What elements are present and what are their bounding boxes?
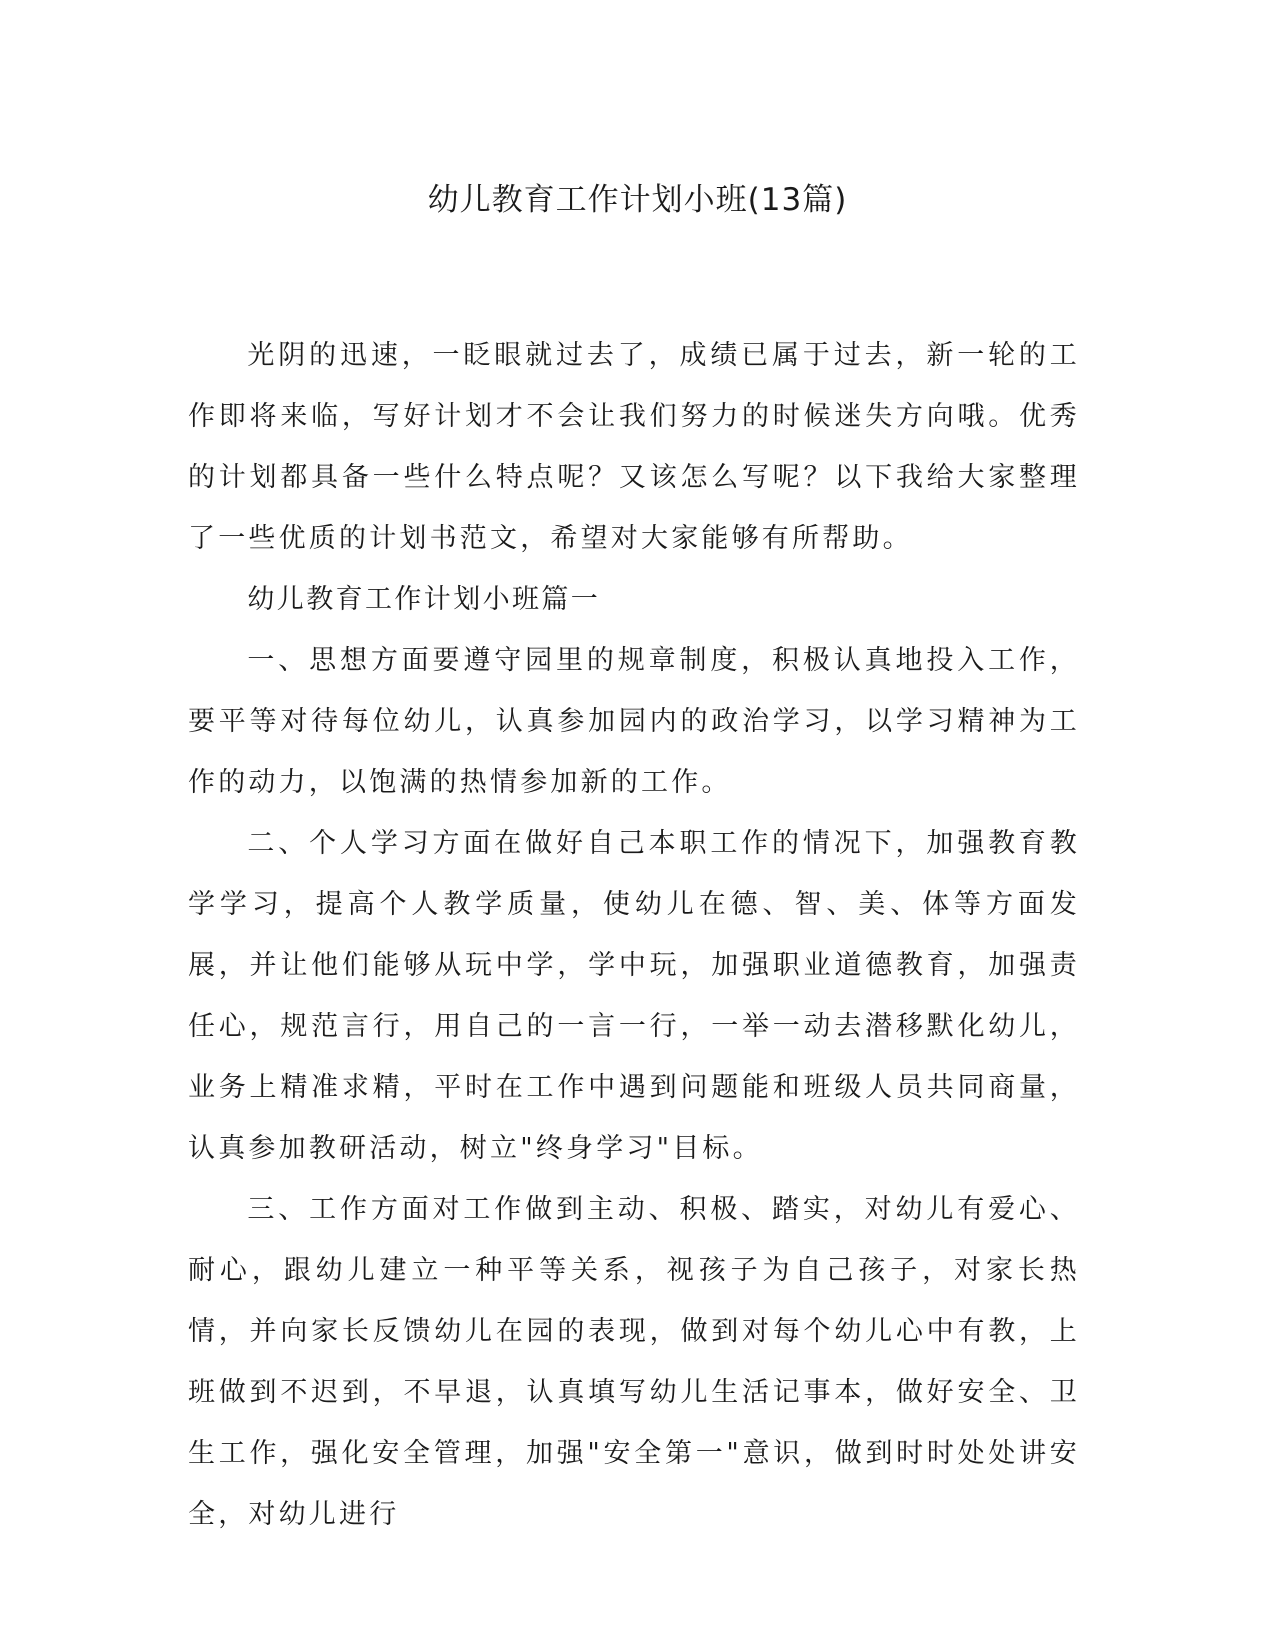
section-heading: 幼儿教育工作计划小班篇一 xyxy=(247,584,601,615)
paragraph-study: 二、个人学习方面在做好自己本职工作的情况下，加强教育教学学习，提高个人教学质量，使幼儿在德、智、美、体等方面发展，并让他们能够从玩中学，学中玩，加强职业道德教育，加强责任心，规范言行，用自己的一言一行，一举一动去潜移默化幼儿，业务上精准求精，平时在工作中遇到问题能和班级人员共同商量，认真参加教研活动，树立"终身学习"目标。 xyxy=(188,828,1080,1164)
document-title: 幼儿教育工作计划小班(13篇) xyxy=(427,182,848,218)
document-body xyxy=(188,325,1080,1545)
intro-paragraph: 光阴的迅速，一眨眼就过去了，成绩已属于过去，新一轮的工作即将来临，写好计划才不会让我们努力的时候迷失方向哦。优秀的计划都具备一些什么特点呢？又该怎么写呢？以下我给大家整理了一些优质的计划书范文，希望对大家能够有所帮助。 xyxy=(188,340,1080,554)
paragraph-thought: 一、思想方面要遵守园里的规章制度，积极认真地投入工作，要平等对待每位幼儿，认真参加园内的政治学习，以学习精神为工作的动力，以饱满的热情参加新的工作。 xyxy=(188,645,1080,798)
paragraph-work: 三、工作方面对工作做到主动、积极、踏实，对幼儿有爱心、耐心，跟幼儿建立一种平等关系，视孩子为自己孩子，对家长热情，并向家长反馈幼儿在园的表现，做到对每个幼儿心中有教，上班做到不迟到，不早退，认真填写幼儿生活记事本，做好安全、卫生工作，强化安全管理，加强"安全第一"意识，做到时时处处讲安全，对幼儿进行 xyxy=(188,1194,1080,1530)
